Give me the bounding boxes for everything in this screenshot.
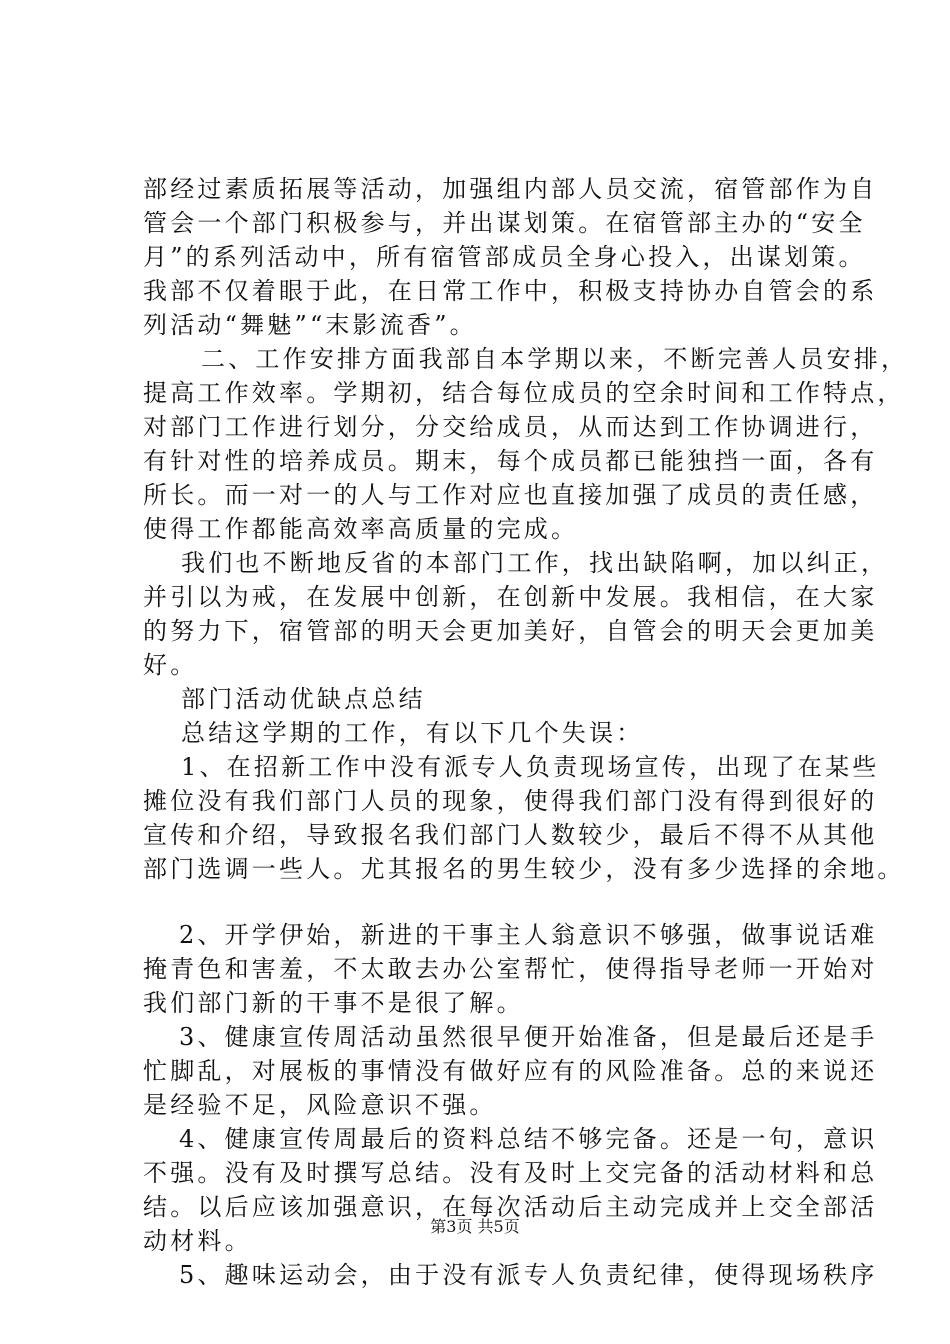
text-line: 部门选调一些人。尤其报名的男生较少，没有多少选择的余地。	[143, 855, 905, 883]
text-line: 我部不仅着眼于此，在日常工作中，积极支持协办自管会的系	[143, 277, 878, 305]
section-heading: 部门活动优缺点总结	[181, 685, 426, 713]
text-line: 月”的系列活动中，所有宿管部成员全身心投入，出谋划策。	[143, 243, 866, 271]
text-line: 管会一个部门积极参与，并出谋划策。在宿管部主办的“安全	[143, 209, 866, 237]
text-line: 列活动“舞魅”“末影流香”。	[143, 311, 477, 339]
text-line: 所长。而一对一的人与工作对应也直接加强了成员的责任感，	[143, 481, 878, 509]
text-line: 摊位没有我们部门人员的现象，使得我们部门没有得到很好的	[143, 787, 878, 815]
text-line: 掩青色和害羞，不太敢去办公室帮忙，使得指导老师一开始对	[143, 955, 878, 983]
text-line: 并引以为戒，在发展中创新，在创新中发展。我相信，在大家	[143, 583, 878, 611]
text-line: 2、开学伊始，新进的干事主人翁意识不够强，做事说话难	[179, 921, 878, 949]
text-line: 1、在招新工作中没有派专人负责现场宣传，出现了在某些	[181, 753, 880, 781]
text-line: 有针对性的培养成员。期末，每个成员都已能独挡一面，各有	[143, 447, 878, 475]
text-line: 部经过素质拓展等活动，加强组内部人员交流，宿管部作为自	[143, 175, 878, 203]
text-line: 提高工作效率。学期初，结合每位成员的空余时间和工作特点，	[143, 379, 905, 407]
text-line: 使得工作都能高效率高质量的完成。	[143, 515, 579, 543]
text-line: 是经验不足，风险意识不强。	[143, 1091, 497, 1119]
text-line: 总结这学期的工作，有以下几个失误：	[181, 719, 644, 747]
text-line: 好。	[143, 651, 198, 679]
text-line: 二、工作安排方面我部自本学期以来，不断完善人员安排，	[201, 345, 909, 373]
text-line: 结。以后应该加强意识，在每次活动后主动完成并上交全部活	[143, 1193, 878, 1221]
text-line: 我们部门新的干事不是很了解。	[143, 989, 524, 1017]
text-line: 5、趣味运动会，由于没有派专人负责纪律，使得现场秩序	[179, 1261, 878, 1289]
text-line: 的努力下，宿管部的明天会更加美好，自管会的明天会更加美	[143, 617, 878, 645]
text-line: 宣传和介绍，导致报名我们部门人数较少，最后不得不从其他	[143, 821, 878, 849]
page-number-footer: 第3页 共5页	[430, 1217, 520, 1236]
text-line: 对部门工作进行划分，分交给成员，从而达到工作协调进行，	[143, 413, 878, 441]
text-line: 4、健康宣传周最后的资料总结不够完备。还是一句，意识	[179, 1125, 878, 1153]
text-line: 不强。没有及时撰写总结。没有及时上交完备的活动材料和总	[143, 1159, 878, 1187]
text-line: 我们也不断地反省的本部门工作，找出缺陷啊，加以纠正，	[181, 549, 889, 577]
text-line: 3、健康宣传周活动虽然很早便开始准备，但是最后还是手	[179, 1023, 878, 1051]
text-line: 忙脚乱，对展板的事情没有做好应有的风险准备。总的来说还	[143, 1057, 878, 1085]
text-line: 动材料。	[143, 1227, 252, 1255]
